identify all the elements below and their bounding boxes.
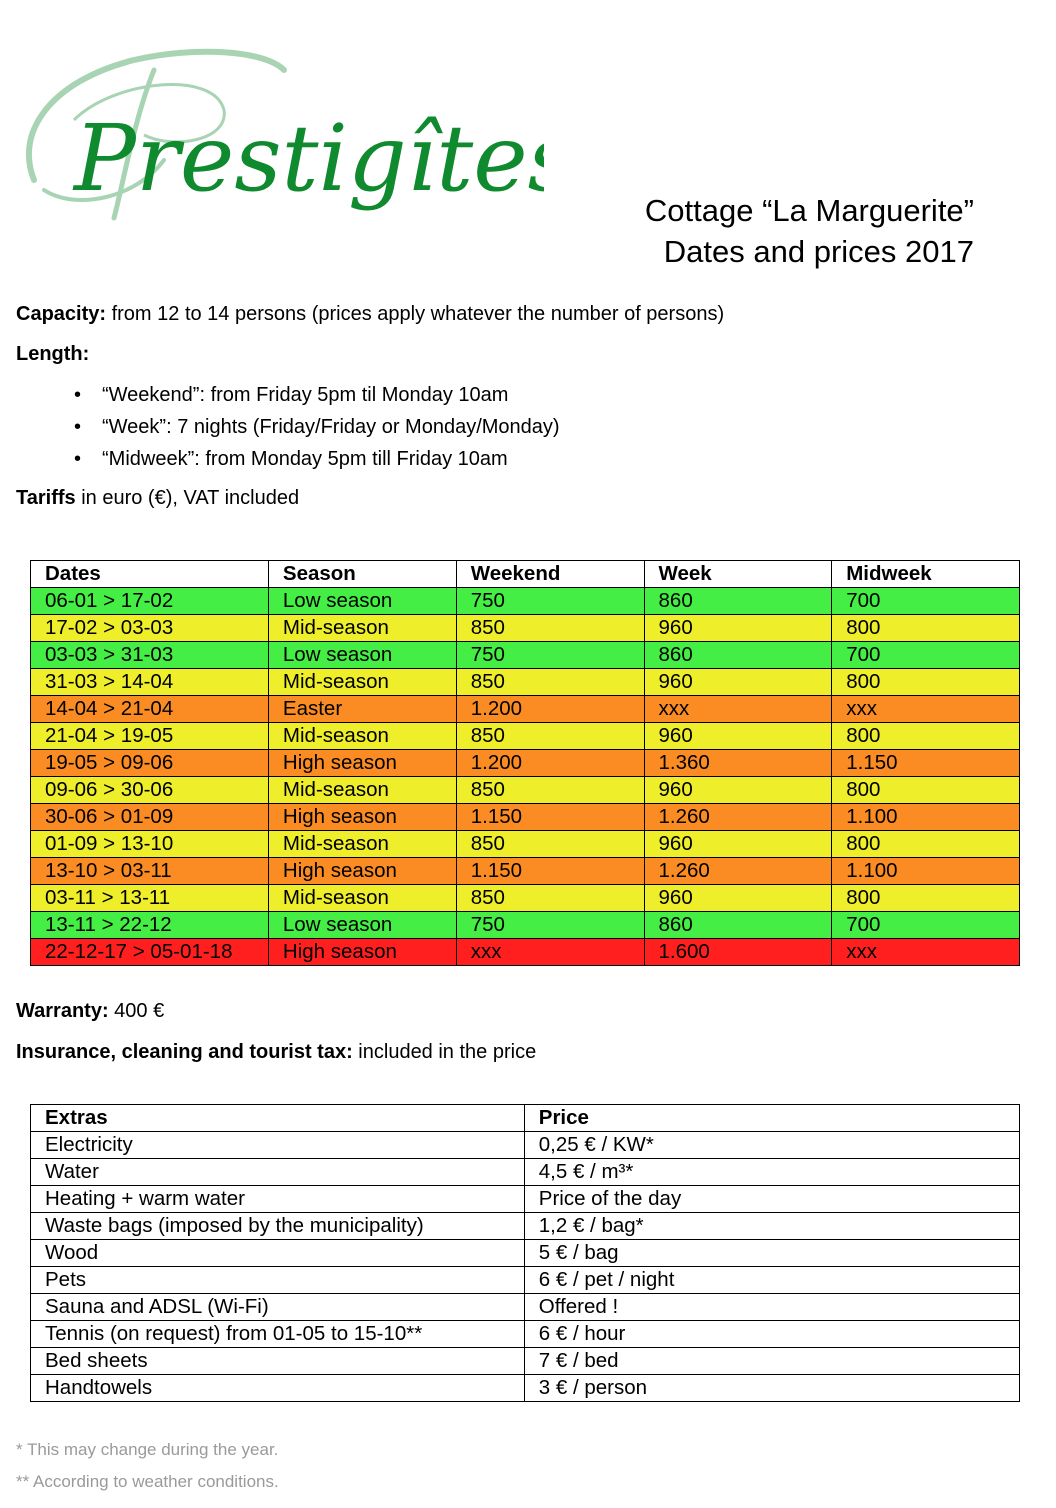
tariff-cell-midweek: xxx <box>832 939 1020 966</box>
tariff-row <box>31 831 1020 858</box>
tariff-cell-week: xxx <box>644 696 832 723</box>
footnote-2: ** According to weather conditions. <box>16 1472 279 1491</box>
extras-row <box>31 1240 1020 1267</box>
tariff-row <box>31 858 1020 885</box>
tariffs-text: in euro (€), VAT included <box>75 487 300 509</box>
tariff-cell-week: 1.260 <box>644 858 832 885</box>
title-line-1: Cottage “La Marguerite” <box>644 193 974 228</box>
prestigites-logo <box>14 40 544 230</box>
col-header-extras: Extras <box>31 1105 525 1132</box>
extras-row <box>31 1186 1020 1213</box>
tariff-cell-week: 960 <box>644 777 832 804</box>
tariff-cell-season: Low season <box>268 588 456 615</box>
tariff-row <box>31 723 1020 750</box>
tariff-cell-week: 860 <box>644 912 832 939</box>
tariff-cell-season: Mid-season <box>268 831 456 858</box>
tariff-cell-season: High season <box>268 750 456 777</box>
tariff-cell-midweek: 1.150 <box>832 750 1020 777</box>
extras-cell-item: Water <box>31 1159 525 1186</box>
tariff-cell-weekend: 750 <box>456 912 644 939</box>
extras-cell-item: Sauna and ADSL (Wi-Fi) <box>31 1294 525 1321</box>
tariffs-body <box>31 561 1020 966</box>
extras-cell-price: Price of the day <box>524 1186 1019 1213</box>
extras-cell-price: 5 € / bag <box>524 1240 1019 1267</box>
tariff-cell-week: 960 <box>644 885 832 912</box>
tariff-cell-dates: 03-03 > 31-03 <box>31 642 269 669</box>
capacity-label: Capacity: <box>16 303 107 325</box>
extras-cell-item: Waste bags (imposed by the municipality) <box>31 1213 525 1240</box>
tariff-cell-midweek: 800 <box>832 885 1020 912</box>
tariff-row <box>31 696 1020 723</box>
footnote-1: * This may change during the year. <box>16 1440 279 1459</box>
tariff-cell-weekend: 1.200 <box>456 696 644 723</box>
tariff-row <box>31 615 1020 642</box>
tariff-row <box>31 912 1020 939</box>
tariff-cell-weekend: 850 <box>456 723 644 750</box>
tariff-cell-season: Low season <box>268 912 456 939</box>
extras-cell-item: Electricity <box>31 1132 525 1159</box>
tariffs-header-row <box>31 561 1020 588</box>
tariff-row <box>31 750 1020 777</box>
capacity-text: from 12 to 14 persons (prices apply whatever the number of persons) <box>106 303 725 325</box>
extras-cell-price: 1,2 € / bag* <box>524 1213 1019 1240</box>
tariff-row <box>31 885 1020 912</box>
tariff-cell-weekend: 750 <box>456 642 644 669</box>
tariff-row <box>31 588 1020 615</box>
tariff-cell-weekend: 850 <box>456 777 644 804</box>
extras-body <box>31 1105 1020 1402</box>
tariff-cell-dates: 31-03 > 14-04 <box>31 669 269 696</box>
extras-cell-item: Tennis (on request) from 01-05 to 15-10** <box>31 1321 525 1348</box>
col-header-price: Price <box>524 1105 1019 1132</box>
tariff-cell-midweek: 700 <box>832 588 1020 615</box>
extras-cell-price: 6 € / hour <box>524 1321 1019 1348</box>
tariff-cell-weekend: 1.200 <box>456 750 644 777</box>
tariff-cell-week: 1.360 <box>644 750 832 777</box>
tariff-cell-midweek: 800 <box>832 615 1020 642</box>
tariff-cell-weekend: 850 <box>456 669 644 696</box>
capacity-line <box>16 303 724 326</box>
length-item-week: • “Week”: 7 nights (Friday/Friday or Monday/Monday) <box>60 414 560 446</box>
tariff-cell-weekend: xxx <box>456 939 644 966</box>
length-heading <box>16 343 89 366</box>
tariff-cell-dates: 06-01 > 17-02 <box>31 588 269 615</box>
title-line-2: Dates and prices 2017 <box>663 234 974 269</box>
extras-row <box>31 1375 1020 1402</box>
tariff-cell-midweek: 800 <box>832 723 1020 750</box>
tariff-row <box>31 642 1020 669</box>
tariff-row <box>31 669 1020 696</box>
extras-cell-item: Wood <box>31 1240 525 1267</box>
tariff-cell-season: High season <box>268 858 456 885</box>
length-list <box>60 382 560 478</box>
tariff-cell-midweek: 700 <box>832 912 1020 939</box>
col-header-season: Season <box>268 561 456 588</box>
insurance-text: included in the price <box>352 1041 537 1063</box>
tariff-cell-week: 960 <box>644 669 832 696</box>
extras-cell-price: 7 € / bed <box>524 1348 1019 1375</box>
extras-cell-price: 6 € / pet / night <box>524 1267 1019 1294</box>
tariff-cell-dates: 19-05 > 09-06 <box>31 750 269 777</box>
tariff-cell-season: High season <box>268 804 456 831</box>
extras-cell-item: Pets <box>31 1267 525 1294</box>
extras-row <box>31 1159 1020 1186</box>
logo-graphic <box>14 40 544 230</box>
col-header-weekend: Weekend <box>456 561 644 588</box>
tariff-cell-week: 1.600 <box>644 939 832 966</box>
tariff-cell-dates: 13-10 > 03-11 <box>31 858 269 885</box>
tariff-cell-weekend: 1.150 <box>456 804 644 831</box>
tariff-cell-dates: 03-11 > 13-11 <box>31 885 269 912</box>
tariff-cell-season: Mid-season <box>268 723 456 750</box>
tariff-cell-midweek: 800 <box>832 777 1020 804</box>
page-title <box>645 190 974 272</box>
tariff-cell-weekend: 850 <box>456 615 644 642</box>
tariff-cell-week: 860 <box>644 642 832 669</box>
tariff-row <box>31 939 1020 966</box>
tariff-cell-midweek: 1.100 <box>832 804 1020 831</box>
tariff-cell-dates: 09-06 > 30-06 <box>31 777 269 804</box>
extras-row <box>31 1348 1020 1375</box>
tariff-cell-midweek: 800 <box>832 831 1020 858</box>
length-label: Length: <box>16 343 90 365</box>
tariff-cell-season: High season <box>268 939 456 966</box>
tariff-cell-weekend: 850 <box>456 885 644 912</box>
tariff-cell-season: Mid-season <box>268 615 456 642</box>
extras-header-row <box>31 1105 1020 1132</box>
tariff-cell-weekend: 850 <box>456 831 644 858</box>
tariff-cell-week: 960 <box>644 831 832 858</box>
logo-text: Prestigîtes <box>74 105 544 212</box>
col-header-midweek: Midweek <box>832 561 1020 588</box>
tariff-cell-midweek: 800 <box>832 669 1020 696</box>
extras-row <box>31 1132 1020 1159</box>
tariff-cell-season: Low season <box>268 642 456 669</box>
col-header-dates: Dates <box>31 561 269 588</box>
insurance-label: Insurance, cleaning and tourist tax: <box>16 1041 353 1063</box>
extras-row <box>31 1213 1020 1240</box>
tariff-cell-week: 860 <box>644 588 832 615</box>
extras-row <box>31 1267 1020 1294</box>
warranty-line <box>16 1000 164 1023</box>
tariff-cell-season: Mid-season <box>268 885 456 912</box>
tariff-row <box>31 777 1020 804</box>
extras-cell-item: Handtowels <box>31 1375 525 1402</box>
tariff-cell-dates: 13-11 > 22-12 <box>31 912 269 939</box>
tariff-cell-midweek: xxx <box>832 696 1020 723</box>
length-item-weekend: • “Weekend”: from Friday 5pm til Monday 10am <box>60 382 560 414</box>
tariff-cell-season: Mid-season <box>268 669 456 696</box>
extras-cell-price: 3 € / person <box>524 1375 1019 1402</box>
tariff-cell-midweek: 1.100 <box>832 858 1020 885</box>
tariff-cell-week: 1.260 <box>644 804 832 831</box>
col-header-week: Week <box>644 561 832 588</box>
tariff-cell-dates: 01-09 > 13-10 <box>31 831 269 858</box>
extras-cell-price: 0,25 € / KW* <box>524 1132 1019 1159</box>
extras-table <box>30 1104 1020 1402</box>
extras-row <box>31 1294 1020 1321</box>
extras-cell-item: Bed sheets <box>31 1348 525 1375</box>
tariff-cell-dates: 14-04 > 21-04 <box>31 696 269 723</box>
tariffs-table <box>30 560 1020 966</box>
warranty-label: Warranty: <box>16 1000 109 1022</box>
tariff-cell-midweek: 700 <box>832 642 1020 669</box>
warranty-text: 400 € <box>108 1000 165 1022</box>
tariff-cell-dates: 30-06 > 01-09 <box>31 804 269 831</box>
tariff-cell-dates: 17-02 > 03-03 <box>31 615 269 642</box>
tariff-cell-weekend: 750 <box>456 588 644 615</box>
tariff-cell-season: Easter <box>268 696 456 723</box>
tariffs-intro <box>16 487 299 510</box>
insurance-line <box>16 1041 536 1064</box>
tariffs-label: Tariffs <box>16 487 76 509</box>
tariff-cell-week: 960 <box>644 723 832 750</box>
tariff-cell-season: Mid-season <box>268 777 456 804</box>
length-item-midweek: • “Midweek”: from Monday 5pm till Friday 10am <box>60 446 560 478</box>
tariff-cell-dates: 21-04 > 19-05 <box>31 723 269 750</box>
tariff-cell-weekend: 1.150 <box>456 858 644 885</box>
extras-cell-price: 4,5 € / m³* <box>524 1159 1019 1186</box>
tariff-cell-week: 960 <box>644 615 832 642</box>
extras-row <box>31 1321 1020 1348</box>
extras-cell-item: Heating + warm water <box>31 1186 525 1213</box>
extras-cell-price: Offered ! <box>524 1294 1019 1321</box>
tariff-cell-dates: 22-12-17 > 05-01-18 <box>31 939 269 966</box>
tariff-row <box>31 804 1020 831</box>
